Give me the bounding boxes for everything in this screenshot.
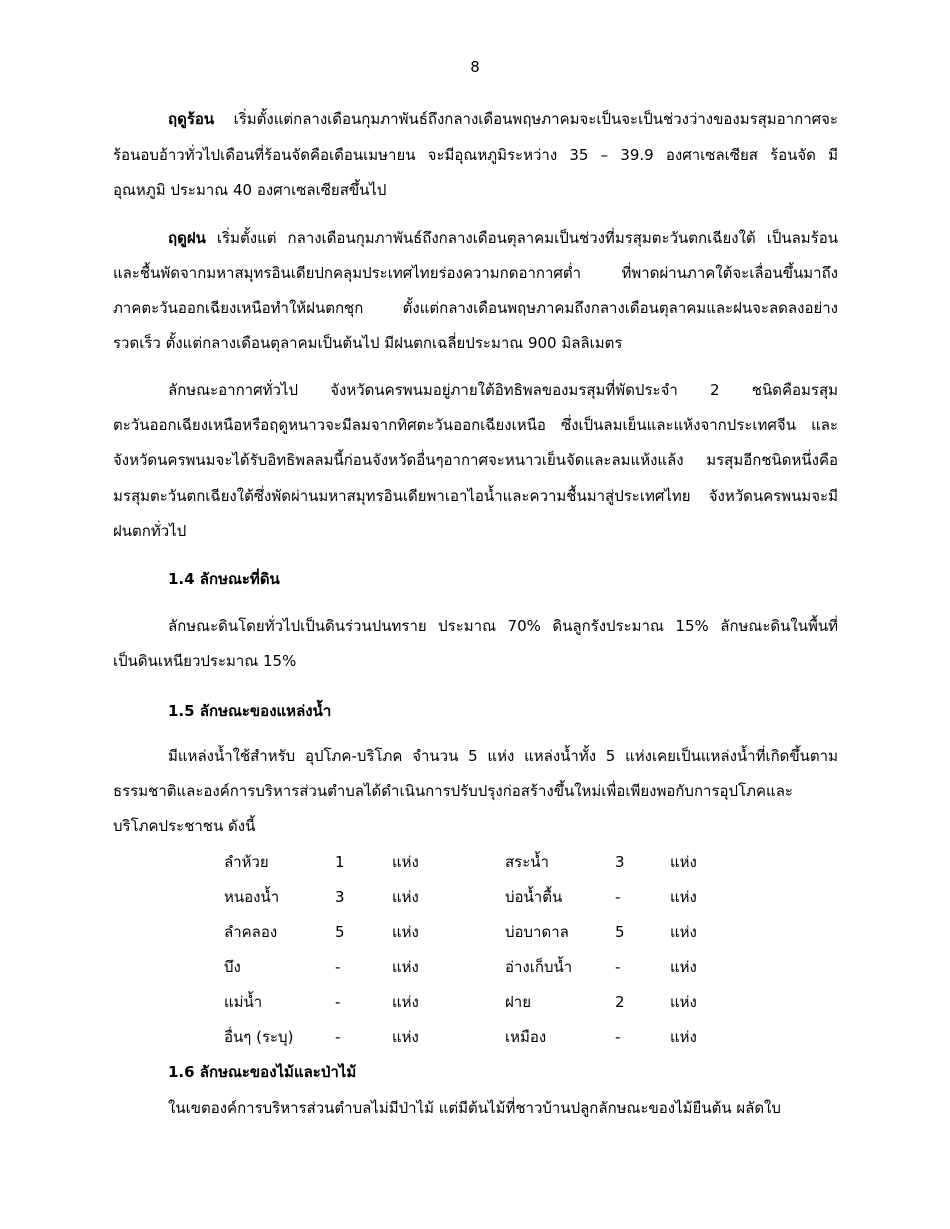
table-cell-unit: แห่ง	[670, 993, 697, 1011]
table-cell-name: อื่นๆ (ระบุ)	[224, 1028, 294, 1046]
table-cell-unit: แห่ง	[392, 993, 419, 1011]
summer-term: ฤดูร้อน	[168, 110, 215, 128]
water-heading: 1.5 ลักษณะของแหล่งน้ำ	[168, 702, 332, 720]
page-number: 8	[470, 58, 480, 76]
table-cell-count: -	[335, 958, 341, 976]
table-cell-count: 1	[335, 853, 345, 871]
table-cell-unit: แห่ง	[392, 923, 419, 941]
forest-paragraph-line-1: ในเขตองค์การบริหารส่วนตำบลไม่มีป่าไม้ แต่มีต้นไม้ที่ชาวบ้านปลูกลักษณะของไม้ยืนต้น ผลัดใบ	[168, 1099, 781, 1117]
table-cell-unit: แห่ง	[670, 1028, 697, 1046]
table-cell-name: ฝาย	[505, 993, 532, 1011]
table-cell-name: บึง	[224, 958, 241, 976]
table-cell-name: ลำห้วย	[224, 853, 269, 871]
table-cell-name: อ่างเก็บน้ำ	[505, 958, 573, 976]
table-cell-count: 3	[615, 853, 625, 871]
table-cell-name: สระน้ำ	[505, 853, 549, 871]
table-cell-name: บ่อน้ำตื้น	[505, 888, 563, 906]
summer-paragraph-line-3: อุณหภูมิ ประมาณ 40 องศาเซลเซียสขึ้นไป	[113, 181, 387, 199]
summer-paragraph-line-1	[168, 108, 838, 130]
water-paragraph-line-3: บริโภคประชาชน ดังนี้	[113, 817, 256, 835]
rainy-term: ฤดูฝน	[168, 229, 206, 247]
table-cell-unit: แห่ง	[392, 1028, 419, 1046]
water-paragraph-line-2: ธรรมชาติและองค์การบริหารส่วนตำบลได้ดำเนินการปรับปรุงก่อสร้างขึ้นใหม่เพื่อเพียงพอกับการอุปโภคและ	[113, 782, 793, 800]
rainy-paragraph-line-2: และชื้นพัดจากมหาสมุทรอินเดียปกคลุมประเทศไทยร่องความกดอากาศต่ำ ที่พาดผ่านภาคใต้จะเลื่อนขึ้นมาถึง	[113, 264, 838, 282]
table-cell-count: -	[615, 1028, 621, 1046]
table-cell-count: -	[335, 993, 341, 1011]
table-cell-name: ลำคลอง	[224, 923, 278, 941]
rainy-paragraph-line-3: ภาคตะวันออกเฉียงเหนือทำให้ฝนตกชุก ตั้งแต่กลางเดือนพฤษภาคมถึงกลางเดือนตุลาคมและฝนจะลดลงอย่าง	[113, 299, 838, 317]
table-cell-count: -	[615, 888, 621, 906]
table-cell-name: แม่น้ำ	[224, 993, 263, 1011]
general-paragraph-line-4: มรสุมตะวันตกเฉียงใต้ซึ่งพัดผ่านมหาสมุทรอินเดียพาเอาไอน้ำและความชื้นมาสู่ประเทศไทย จังหวัดนครพนมจะมี	[113, 487, 838, 505]
general-paragraph-line-5: ฝนตกทั่วไป	[113, 522, 187, 540]
soil-paragraph-line-2: เป็นดินเหนียวประมาณ 15%	[113, 652, 297, 670]
rainy-text-1: เริ่มตั้งแต่ กลางเดือนกุมภาพันธ์ถึงกลางเดือนตุลาคมเป็นช่วงที่มรสุมตะวันตกเฉียงใต้ เป็นลมร้อน	[205, 229, 838, 247]
soil-heading: 1.4 ลักษณะที่ดิน	[168, 570, 280, 588]
general-paragraph-line-1: ลักษณะอากาศทั่วไป จังหวัดนครพนมอยู่ภายใต้อิทธิพลของมรสุมที่พัดประจำ 2 ชนิดคือมรสุม	[168, 381, 838, 399]
rainy-paragraph-line-1	[168, 227, 838, 249]
rainy-paragraph-line-4: รวดเร็ว ตั้งแต่กลางเดือนตุลาคมเป็นต้นไป มีฝนตกเฉลี่ยประมาณ 900 มิลลิเมตร	[113, 334, 623, 352]
table-cell-count: 2	[615, 993, 625, 1011]
general-paragraph-line-2: ตะวันออกเฉียงเหนือหรือฤดูหนาวจะมีลมจากทิศตะวันออกเฉียงเหนือ ซึ่งเป็นลมเย็นและแห้งจากประเทศจีน และ	[113, 416, 838, 434]
table-cell-unit: แห่ง	[670, 958, 697, 976]
table-cell-unit: แห่ง	[670, 853, 697, 871]
water-paragraph-line-1: มีแหล่งน้ำใช้สำหรับ อุปโภค-บริโภค จำนวน 5 แห่ง แหล่งน้ำทั้ง 5 แห่งเคยเป็นแหล่งน้ำที่เกิดขึ้นตาม	[168, 747, 838, 765]
table-cell-count: -	[335, 1028, 341, 1046]
table-cell-unit: แห่ง	[670, 888, 697, 906]
table-cell-count: 5	[335, 923, 345, 941]
table-cell-unit: แห่ง	[392, 958, 419, 976]
table-cell-name: เหมือง	[505, 1028, 547, 1046]
table-cell-name: บ่อบาดาล	[505, 923, 569, 941]
table-cell-count: 3	[335, 888, 345, 906]
table-cell-name: หนองน้ำ	[224, 888, 280, 906]
soil-paragraph-line-1: ลักษณะดินโดยทั่วไปเป็นดินร่วนปนทราย ประมาณ 70% ดินลูกรังประมาณ 15% ลักษณะดินในพื้นที่	[168, 617, 838, 635]
general-paragraph-line-3: จังหวัดนครพนมจะได้รับอิทธิพลลมนี้ก่อนจังหวัดอื่นๆอากาศจะหนาวเย็นจัดและลมแห้งแล้ง มรสุมอีกชนิดหนึ่งคือ	[113, 451, 838, 469]
forest-heading: 1.6 ลักษณะของไม้และป่าไม้	[168, 1063, 357, 1081]
summer-paragraph-line-2: ร้อนอบอ้าวทั่วไปเดือนที่ร้อนจัดคือเดือนเมษายน จะมีอุณหภูมิระหว่าง 35 – 39.9 องศาเซลเซียส ร้อนจัด มี	[113, 146, 838, 164]
summer-text-1: เริ่มตั้งแต่กลางเดือนกุมภาพันธ์ถึงกลางเดือนพฤษภาคมจะเป็นจะเป็นช่วงว่างของมรสุมอากาศจะ	[214, 110, 838, 128]
table-cell-count: 5	[615, 923, 625, 941]
table-cell-unit: แห่ง	[392, 888, 419, 906]
table-cell-count: -	[615, 958, 621, 976]
table-cell-unit: แห่ง	[392, 853, 419, 871]
table-cell-unit: แห่ง	[670, 923, 697, 941]
